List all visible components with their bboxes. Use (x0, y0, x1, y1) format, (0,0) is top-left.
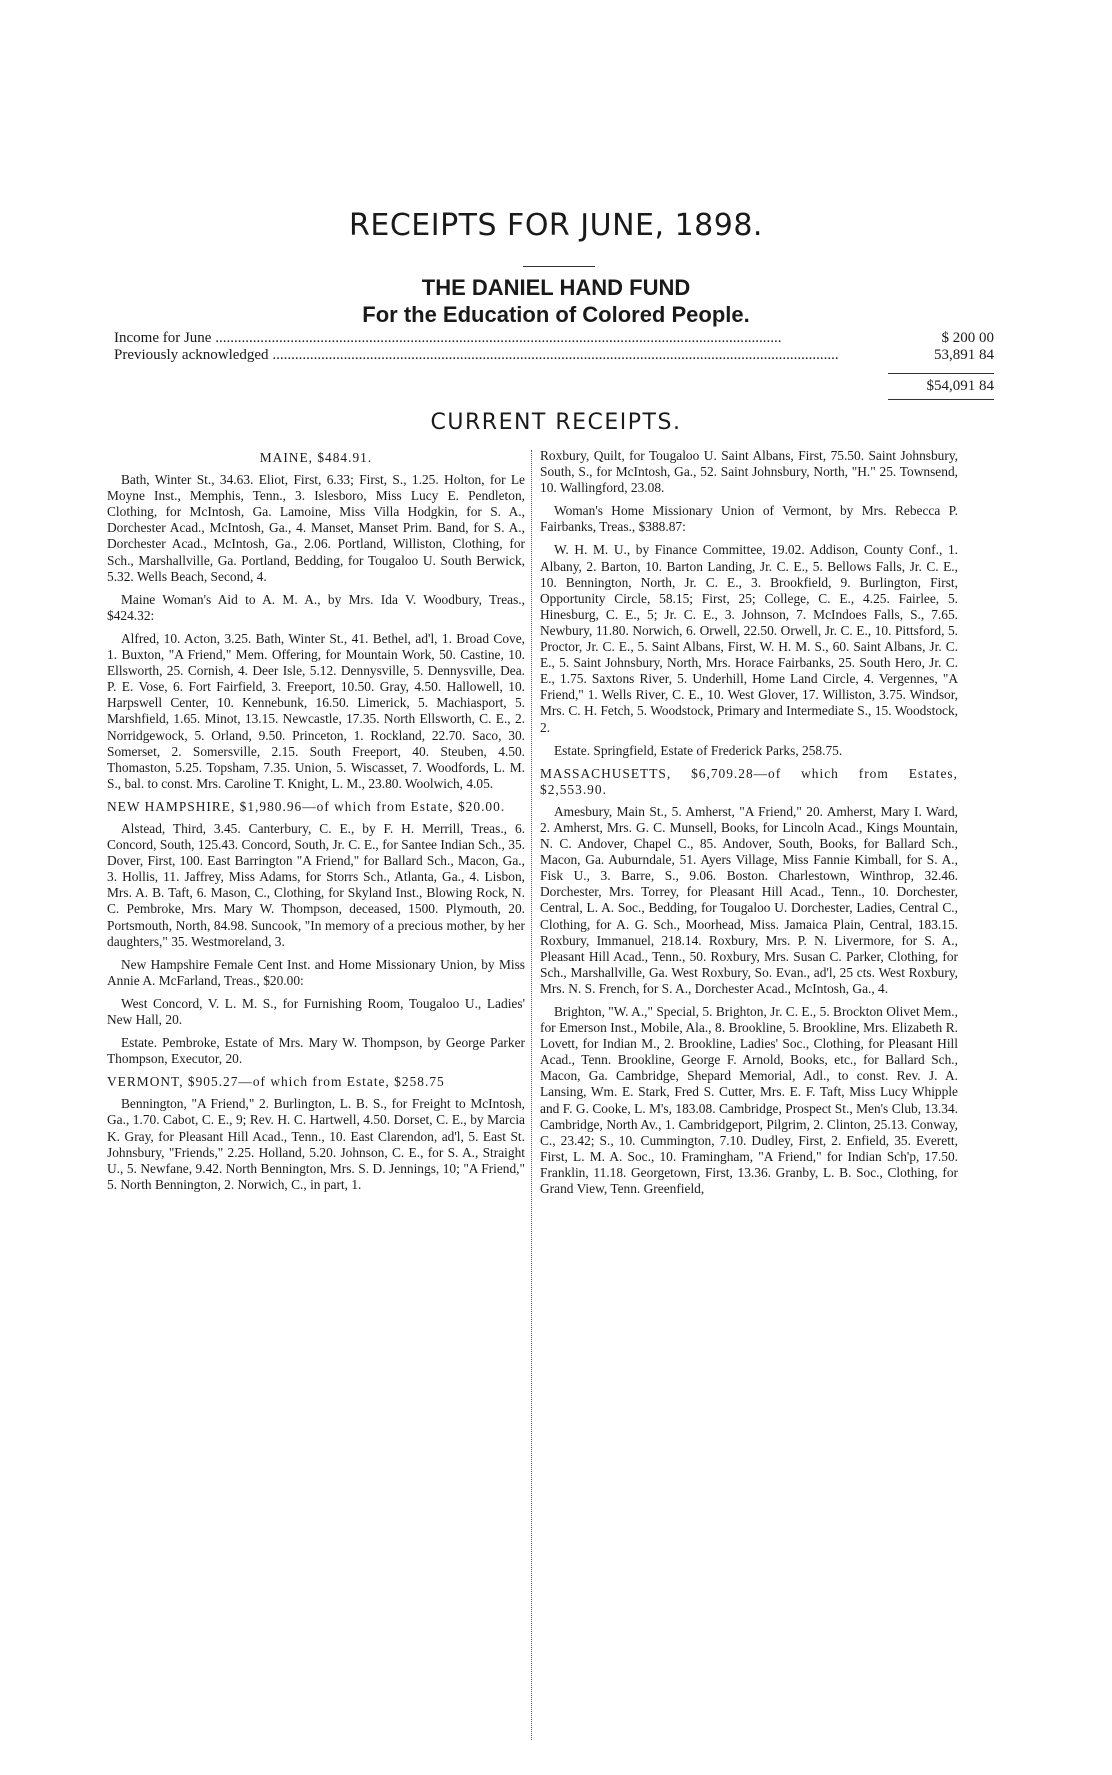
ledger-row-previous: Previously acknowledged ....................................................................................................................................................... 53,891 84 (114, 347, 994, 363)
total-rule (888, 373, 994, 374)
vt-heading: VERMONT, $905.27—of which from Estate, $258.75 (107, 1074, 445, 1090)
vt-womans-union-entries: W. H. M. U., by Finance Committee, 19.02. Addison, County Conf., 1. Albany, 2. Barton, 10. Barton Landing, Jr. C. E., 5. Bellows Falls, Jr. C. E., 10. Bennington, North, Jr. C. E., 3. Brookfield, 9. Burlington, First, Opportunity Circle, 58.15; First, 25; College, C. E., 4.25. Fairlee, 5. Hinesburg, C. E., 5; Jr. C. E., 3. Johnson, 7. McIndoes Falls, S., 7.65. Newbury, 11.80. Norwich, 6. Orwell, 22.50. Orwell, Jr. C. E., 10. Pittsford, 5. Proctor, Jr. C. E., 5. Saint Albans, First, W. H. M. S., 60. Saint Albans, Jr. C. E., 5. Saint Johnsbury, North, Mrs. Horace Fairbanks, 25. South Hero, Jr. C. E., 1.75. Saxtons River, 5. Underhill, Home Land Circle, 4. Vergennes, "A Friend," 1. Wells River, C. E., 10. West Glover, 17. Williston, 3.75. Windsor, Mrs. C. H. Fetch, 5. Woodstock, Primary and Intermediate S., 15. Woodstock, 2. (540, 542, 958, 735)
ledger-amount-income: $ 200 00 (941, 330, 994, 346)
current-receipts-heading: CURRENT RECEIPTS. (430, 410, 682, 435)
page-title: RECEIPTS FOR JUNE, 1898. (349, 208, 763, 243)
vt-womans-union: Woman's Home Missionary Union of Vermont, by Mrs. Rebecca P. Fairbanks, Treas., $388.87: (540, 503, 958, 535)
maine-womans-aid-entries: Alfred, 10. Acton, 3.25. Bath, Winter St., 41. Bethel, ad'l, 1. Broad Cove, 1. Buxton, "A Friend," Mem. Offering, for Mountain Work, 50. Castine, 10. Ellsworth, 25. Cornish, 4. Deer Isle, 5.12. Dennysville, 5. Dennysville, Dea. P. E. Vose, 6. Fort Fairfield, 3. Freeport, 10.50. Gray, 4.50. Hallowell, 10. Harpswell Center, 10. Kennebunk, 16.50. Limerick, 5. Machiasport, 5. Marshfield, 1.65. Minot, 13.15. Newcastle, 17.35. North Ellsworth, C. E., 2. Norridgewock, 5. Orland, 9.50. Princeton, 1. Rockland, 22.70. Saco, 30. Somerset, 2. Somersville, 2.15. South Freeport, 40. Steuben, 4.50. Thomaston, 5.25. Topsham, 7.35. Union, 5. Wiscasset, 7. Woodfords, L. M. S., bal. to const. Mrs. Caroline T. Knight, L. M., 23.80. Woolwich, 4.05. (107, 630, 525, 791)
ledger-row-income: Income for June ....................................................................................................................................................... $ 200 00 (114, 330, 994, 346)
nh-entries: Alstead, Third, 3.45. Canterbury, C. E., by F. H. Merrill, Treas., 6. Concord, South, 125.43. Concord, South, Jr. C. E., for Santee Indian Sch., 35. Dover, First, 100. East Barrington "A Friend," for Ballard Sch., Macon, Ga., 3. Hollis, 11. Jaffrey, Miss Adams, for Storrs Sch., Atlanta, Ga., 4. Lisbon, Mrs. A. B. Taft, 6. Mason, C., Clothing, for Skyland Inst., Blowing Rock, N. C. Pembroke, Mrs. Mary W. Thompson, deceased, 1500. Plymouth, 20. Portsmouth, North, 84.98. Suncook, "In memory of a precious mother, by her daughters," 35. Westmoreland, 3. (107, 820, 525, 949)
fund-total: $54,091 84 (926, 378, 994, 394)
ledger-label-previous: Previously acknowledged (114, 347, 269, 363)
nh-estate: Estate. Pembroke, Estate of Mrs. Mary W. Thompson, by George Parker Thompson, Executor, 20. (107, 1035, 525, 1067)
nh-female-cent-entries: West Concord, V. L. M. S., for Furnishing Room, Tougaloo U., Ladies' New Hall, 20. (107, 995, 525, 1027)
column-divider (531, 450, 532, 1740)
vt-entries: Bennington, "A Friend," 2. Burlington, L. B. S., for Freight to McIntosh, Ga., 1.70. Cabot, C. E., 9; Rev. H. C. Hartwell, 4.50. Dorset, C. E., by Marcia K. Gray, for Pleasant Hill Acad., Tenn., 10. East Clarendon, ad'l, 5. East St. Johnsbury, "Friends," 2.25. Holland, 5.20. Johnson, C. E., for S. A., Straight U., 5. Newfane, 9.42. North Bennington, Mrs. S. D. Jennings, 10; "A Friend," 5. North Bennington, 2. Norwich, C., in part, 1. (107, 1096, 525, 1192)
right-column (540, 448, 958, 1743)
ledger-label-income: Income for June (114, 330, 212, 346)
ma-entries: Amesbury, Main St., 5. Amherst, "A Friend," 20. Amherst, Mary I. Ward, 2. Amherst, Mrs. G. C. Munsell, Books, for Lincoln Acad., Kings Mountain, N. C. Andover, Chapel C., 85. Andover, South, Books, for Ballard Sch., Macon, Ga. Auburndale, 51. Ayers Village, Miss Fannie Kimball, for S. A., Fisk U., 3. Barre, S., 9.06. Boston. Charlestown, Winthrop, 32.46. Dorchester, Mrs. Torrey, for Pleasant Hill Acad., Tenn., 10. Dorchester, Central, L. A. Soc., Bedding, for Tougaloo U. Dorchester, Ladies, Central C., Clothing, for A. G. Sch., Moorhead, Miss. Jamaica Plain, Central, 183.15. Roxbury, Immanuel, 218.14. Roxbury, Mrs. P. N. Livermore, for S. A., Pleasant Hill Acad., Tenn., 50. Roxbury, Mrs. Susan C. Parker, Clothing, for Sch., Marshallville, Ga. West Roxbury, So. Evan., ad'l, 25 cts. West Roxbury, Mrs. N. S. French, for S. A., Dorchester Acad., McIntosh, Ga., 4. (540, 803, 958, 996)
left-column (107, 448, 525, 1743)
nh-heading: NEW HAMPSHIRE, $1,980.96—of which from Estate, $20.00. (107, 798, 506, 814)
maine-womans-aid: Maine Woman's Aid to A. M. A., by Mrs. Ida V. Woodbury, Treas., $424.32: (107, 591, 525, 623)
ledger-amount-previous: 53,891 84 (934, 347, 994, 363)
nh-female-cent: New Hampshire Female Cent Inst. and Home Missionary Union, by Miss Annie A. McFarland, Treas., $20.00: (107, 956, 525, 988)
fund-name: THE DANIEL HAND FUND (421, 275, 691, 300)
vt-entries-continued: Roxbury, Quilt, for Tougaloo U. Saint Albans, First, 75.50. Saint Johnsbury, South, S., for McIntosh, Ga., 52. Saint Johnsbury, North, "H." 25. Townsend, 10. Wallingford, 23.08. (540, 448, 958, 496)
maine-entries: Bath, Winter St., 34.63. Eliot, First, 6.33; First, S., 1.25. Holton, for Le Moyne Inst., Memphis, Tenn., 3. Islesboro, Miss Lucy E. Pendleton, Clothing, for McIntosh, Ga. Lamoine, Miss Villa Hodgkin, for S. A., Dorchester Acad., McIntosh, Ga., 4. Manset, Manset Prim. Band, for S. A., Dorchester Acad., McIntosh, Ga., 2.06. Portland, Williston, Clothing, for Sch., Marshallville, Ga. Portland, Bedding, for Tougaloo U. South Berwick, 5.32. Wells Beach, Second, 4. (107, 472, 525, 584)
maine-heading: MAINE, $484.91. (259, 450, 373, 465)
total-underline (888, 399, 994, 400)
ma-heading: MASSACHUSETTS, $6,709.28—of which from Estates, $2,553.90. (540, 765, 958, 797)
fund-subtitle: For the Education of Colored People. (362, 302, 750, 327)
title-divider (523, 266, 595, 267)
ma-entries-2: Brighton, "W. A.," Special, 5. Brighton, Jr. C. E., 5. Brockton Olivet Mem., for Emerson Inst., Mobile, Ala., 8. Brookline, 5. Brookline, Mrs. Elizabeth R. Lovett, for Indian M., 2. Brookline, Ladies' Soc., Clothing, for Pleasant Hill Acad., Tenn. Brookline, George F. Arnold, Books, etc., for Ballard Sch., Macon, Ga. Cambridge, Shepard Memorial, Adl., to const. Rev. J. A. Lansing, Wm. E. Stark, Fred S. Cutter, Mrs. E. F. Taft, Miss Lucy Whipple and F. G. Cooke, L. M's, 183.08. Cambridge, Prospect St., Men's Club, 13.34. Cambridge, North Av., 1. Cambridgeport, Pilgrim, 2. Clinton, 25.13. Conway, C., 23.42; S., 10. Cummington, 7.10. Dudley, First, 2. Enfield, 35. Everett, First, L. M. A. Soc., 10. Framingham, "A Friend," for Indian Sch'p, 17.50. Franklin, 11.18. Georgetown, First, 13.36. Granby, L. B. Soc., Clothing, for Grand View, Tenn. Greenfield, (540, 1004, 958, 1197)
vt-estate: Estate. Springfield, Estate of Frederick Parks, 258.75. (554, 742, 843, 758)
